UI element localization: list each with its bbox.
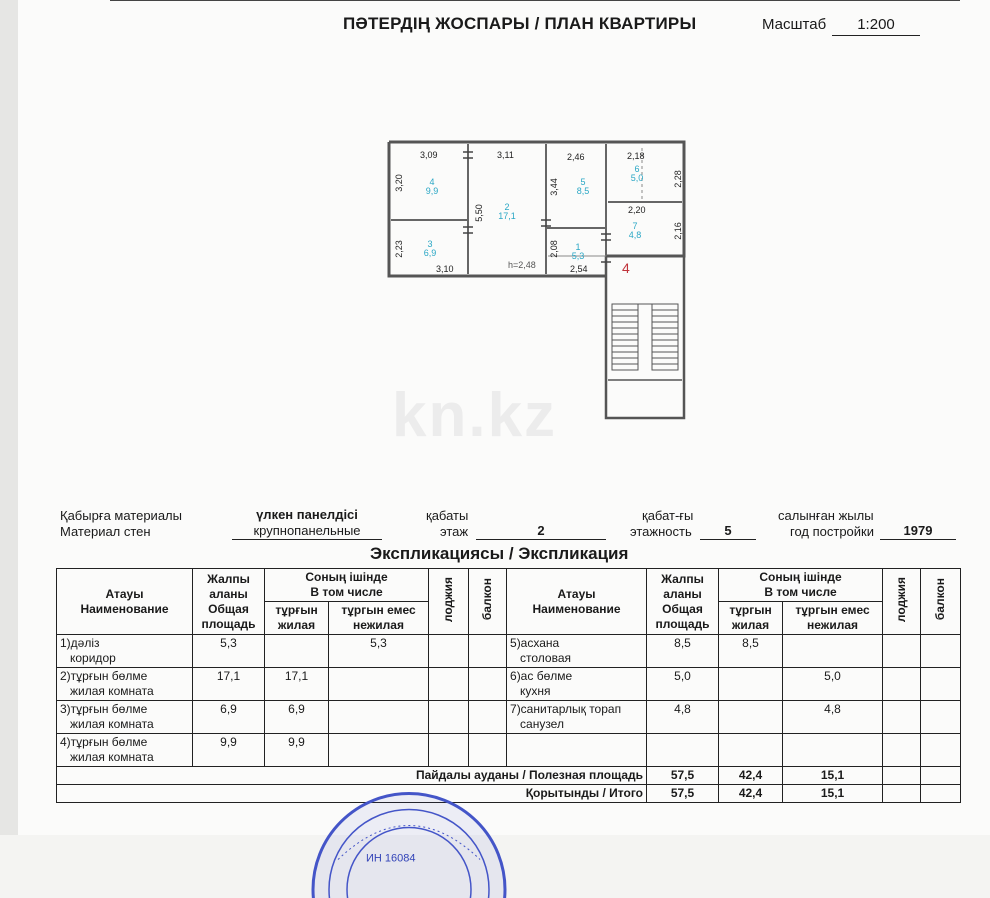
table-row (57, 668, 961, 701)
balcony-cell (469, 701, 507, 734)
header-living (719, 602, 783, 635)
useful-nonliving: 15,1 (783, 767, 883, 785)
room-name: 6)ас бөлме (510, 669, 643, 684)
floors-value: 5 (700, 523, 756, 538)
room-name: санузел (510, 717, 643, 732)
room-name: 5)асхана (510, 636, 643, 651)
explication-title: Экспликациясы / Экспликация (370, 544, 628, 564)
room-name: столовая (510, 651, 643, 666)
balcony-cell (921, 701, 961, 734)
header-loggia (883, 569, 921, 635)
floors-underline (700, 539, 756, 540)
entrance-number: 4 (622, 260, 630, 276)
header-text: лоджия (441, 577, 456, 622)
nonliving-cell: 5,0 (783, 668, 883, 701)
grand-nonliving: 15,1 (783, 785, 883, 803)
room-name-cell (57, 668, 193, 701)
room-name-cell (57, 734, 193, 767)
header-text: Общая площадь (196, 602, 261, 632)
header-text: Соның ішінде (722, 570, 879, 585)
loggia-cell (429, 635, 469, 668)
header-name (507, 569, 647, 635)
room-number: 4 (417, 177, 447, 187)
top-rule (110, 0, 960, 1)
balcony-cell (921, 785, 961, 803)
header-loggia (429, 569, 469, 635)
nonliving-cell: 4,8 (783, 701, 883, 734)
nonliving-cell (783, 734, 883, 767)
grand-living: 42,4 (719, 785, 783, 803)
header-text: жилая (722, 618, 779, 633)
floor-underline (476, 539, 606, 540)
living-cell: 8,5 (719, 635, 783, 668)
header-text: Жалпы аланы (650, 572, 715, 602)
grand-total: 57,5 (647, 785, 719, 803)
loggia-cell (883, 635, 921, 668)
balcony-cell (469, 668, 507, 701)
year-label-ru: год постройки (790, 524, 874, 539)
floor-value: 2 (476, 523, 606, 538)
dim-label: 2,20 (628, 205, 646, 215)
header-text: Общая площадь (650, 602, 715, 632)
year-underline (880, 539, 956, 540)
dim-label: 2,46 (567, 152, 585, 162)
dim-label: 2,18 (627, 151, 645, 161)
dim-label: 2,08 (549, 240, 559, 258)
living-cell: 9,9 (265, 734, 329, 767)
useful-total: 57,5 (647, 767, 719, 785)
room-name: коридор (60, 651, 189, 666)
dim-label: 3,44 (549, 178, 559, 196)
living-cell (719, 668, 783, 701)
table-row (57, 635, 961, 668)
useful-living: 42,4 (719, 767, 783, 785)
room-name: кухня (510, 684, 643, 699)
room-name: жилая комната (60, 717, 189, 732)
floors-label-kz: қабат-ғы (642, 508, 693, 523)
loggia-cell (429, 701, 469, 734)
room-name-cell (507, 734, 647, 767)
room-name: 7)санитарлық торап (510, 702, 643, 717)
year-value: 1979 (880, 523, 956, 538)
total-cell: 5,3 (193, 635, 265, 668)
room-area: 8,5 (568, 186, 598, 196)
balcony-cell (921, 668, 961, 701)
floors-label-ru: этажность (630, 524, 692, 539)
nonliving-cell (329, 701, 429, 734)
header-total (647, 569, 719, 635)
room-name-cell (57, 635, 193, 668)
header-text: балкон (480, 578, 495, 620)
table-row (57, 701, 961, 734)
balcony-cell (921, 767, 961, 785)
header-text: Атауы (60, 587, 189, 602)
wall-value-ru: крупнопанельные (232, 523, 382, 538)
room-name-cell (507, 668, 647, 701)
room-name-cell (507, 635, 647, 668)
header-balcony (469, 569, 507, 635)
nonliving-cell (329, 668, 429, 701)
header-row (57, 569, 961, 602)
dim-label: 2,28 (673, 170, 683, 188)
room-name: 2)тұрғын бөлме (60, 669, 189, 684)
header-text: тұрғын (268, 603, 325, 618)
balcony-cell (921, 635, 961, 668)
loggia-cell (883, 734, 921, 767)
header-text: Наименование (510, 602, 643, 617)
dim-label: 2,54 (570, 264, 588, 274)
dim-label: 3,10 (436, 264, 454, 274)
room-area: 5,0 (622, 173, 652, 183)
room-number: 2 (492, 202, 522, 212)
room-name-cell (57, 701, 193, 734)
header-living (265, 602, 329, 635)
room-number: 1 (563, 242, 593, 252)
balcony-cell (921, 734, 961, 767)
header-text: лоджия (894, 577, 909, 622)
total-cell: 9,9 (193, 734, 265, 767)
header-text: Жалпы аланы (196, 572, 261, 602)
useful-area-label: Пайдалы ауданы / Полезная площадь (57, 767, 647, 785)
total-cell: 6,9 (193, 701, 265, 734)
header-nonliving (783, 602, 883, 635)
year-label-kz: салынған жылы (778, 508, 874, 523)
scale-label: Масштаб (762, 16, 826, 33)
wall-value-kz: үлкен панелдісі (232, 507, 382, 522)
wall-underline (232, 539, 382, 540)
room-name: 1)дәліз (60, 636, 189, 651)
wall-label-kz: Қабырға материалы (60, 508, 182, 523)
dim-label: 3,11 (497, 150, 514, 160)
dim-label: 3,20 (394, 174, 404, 192)
total-cell: 17,1 (193, 668, 265, 701)
dim-label: 3,09 (420, 150, 438, 160)
total-cell: 4,8 (647, 701, 719, 734)
room-area: 9,9 (417, 186, 447, 196)
room-number: 5 (568, 177, 598, 187)
loggia-cell (883, 785, 921, 803)
floor-label-kz: қабаты (426, 508, 468, 523)
dim-label: 2,23 (394, 240, 404, 258)
header-text: тұргын (722, 603, 779, 618)
room-area: 5,3 (563, 251, 593, 261)
living-cell (265, 635, 329, 668)
total-cell: 5,0 (647, 668, 719, 701)
loggia-cell (429, 668, 469, 701)
header-text: Атауы (510, 587, 643, 602)
header-balcony (921, 569, 961, 635)
page-left-edge (0, 0, 18, 835)
header-text: Наименование (60, 602, 189, 617)
header-text: жилая (268, 618, 325, 633)
room-area: 4,8 (620, 230, 650, 240)
header-text: Соның ішінде (268, 570, 425, 585)
watermark: kn.kz (392, 380, 557, 451)
room-number: 7 (620, 221, 650, 231)
header-text: В том числе (722, 585, 879, 600)
stamp-text: ИН 16084 (366, 853, 416, 865)
header-text: нежилая (786, 618, 879, 633)
room-number: 3 (415, 239, 445, 249)
header-text: балкон (933, 578, 948, 620)
loggia-cell (883, 701, 921, 734)
total-cell (647, 734, 719, 767)
header-text: тұргын емес (786, 603, 879, 618)
ceiling-height: h=2,48 (508, 260, 536, 270)
balcony-cell (469, 635, 507, 668)
total-cell: 8,5 (647, 635, 719, 668)
room-name: 3)тұрғын бөлме (60, 702, 189, 717)
nonliving-cell (783, 635, 883, 668)
header-including (265, 569, 429, 602)
room-name: 4)тұрғын бөлме (60, 735, 189, 750)
loggia-cell (883, 668, 921, 701)
official-stamp (298, 758, 520, 898)
room-name: жилая комната (60, 684, 189, 699)
header-text: В том числе (268, 585, 425, 600)
living-cell (719, 734, 783, 767)
room-area: 6,9 (415, 248, 445, 258)
room-name-cell (507, 701, 647, 734)
header-text: тұргын емес (332, 603, 425, 618)
dim-label: 5,50 (474, 204, 484, 222)
room-area: 17,1 (492, 211, 522, 221)
document-title: ПӘТЕРДІҢ ЖОСПАРЫ / ПЛАН КВАРТИРЫ (343, 14, 696, 34)
room-name: жилая комната (60, 750, 189, 765)
header-nonliving (329, 602, 429, 635)
header-name (57, 569, 193, 635)
header-total (193, 569, 265, 635)
living-cell: 6,9 (265, 701, 329, 734)
floor-label-ru: этаж (440, 524, 468, 539)
room-number: 6 (622, 164, 652, 174)
header-text: нежилая (332, 618, 425, 633)
living-cell (719, 701, 783, 734)
loggia-cell (883, 767, 921, 785)
living-cell: 17,1 (265, 668, 329, 701)
dim-label: 2,16 (673, 222, 683, 240)
nonliving-cell: 5,3 (329, 635, 429, 668)
wall-label-ru: Материал стен (60, 524, 151, 539)
total-label: Қорытынды / Итого (57, 785, 647, 803)
floor-plan (386, 140, 691, 425)
header-including (719, 569, 883, 602)
scale-value: 1:200 (832, 16, 920, 36)
